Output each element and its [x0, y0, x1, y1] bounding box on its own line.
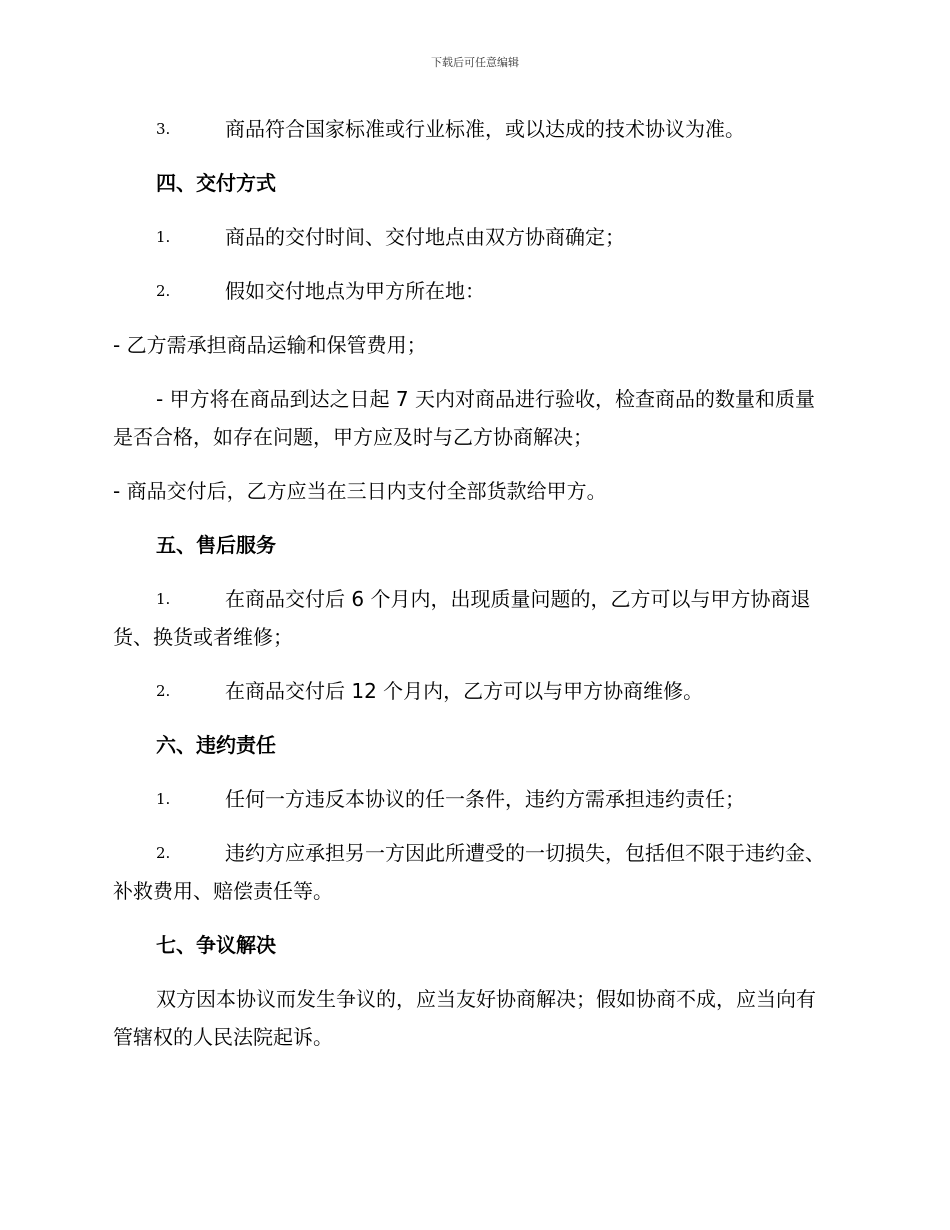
list-item: [113, 218, 833, 256]
list-item: [113, 272, 833, 310]
list-item-text: 假如交付地点为甲方所在地：: [225, 279, 485, 303]
list-item-text: 在商品交付后 6 个月内，出现质量问题的，乙方可以与甲方协商退货、换货或者维修；: [113, 587, 811, 649]
list-item-text: 在商品交付后 12 个月内，乙方可以与甲方协商维修。: [225, 679, 704, 703]
paragraph: 双方因本协议而发生争议的，应当友好协商解决；假如协商不成，应当向有管辖权的人民法院起诉。: [113, 987, 816, 1049]
list-number: 1.: [156, 228, 171, 246]
list-item: [113, 780, 833, 818]
list-number: 1.: [156, 590, 171, 608]
list-item: [113, 110, 833, 148]
list-number: 2.: [156, 282, 171, 300]
dash-item: - 乙方需承担商品运输和保管费用；: [113, 333, 427, 357]
list-number: 2.: [156, 844, 171, 862]
list-item-text: 违约方应承担另一方因此所遭受的一切损失，包括但不限于违约金、补救费用、赔偿责任等。: [113, 841, 825, 903]
list-item-text: 任何一方违反本协议的任一条件，违约方需承担违约责任；: [225, 787, 745, 811]
section-heading-after-sales: 五、售后服务: [156, 533, 276, 557]
list-number: 1.: [156, 790, 171, 808]
list-number: 3.: [156, 120, 171, 138]
list-item-text: 商品的交付时间、交付地点由双方协商确定；: [225, 225, 625, 249]
list-number: 2.: [156, 682, 171, 700]
page-header: 下载后可任意编辑: [431, 56, 519, 69]
dash-item: - 甲方将在商品到达之日起 7 天内对商品进行验收，检查商品的数量和质量是否合格，如存在问题，甲方应及时与乙方协商解决；: [113, 387, 816, 449]
section-heading-dispute: 七、争议解决: [156, 933, 276, 957]
list-item-text: 商品符合国家标准或行业标准，或以达成的技术协议为准。: [225, 117, 745, 141]
section-heading-delivery: 四、交付方式: [156, 171, 276, 195]
section-heading-liability: 六、违约责任: [156, 733, 276, 757]
document-body: [113, 110, 833, 1072]
list-item: [113, 834, 833, 910]
dash-item: - 商品交付后，乙方应当在三日内支付全部货款给甲方。: [113, 479, 607, 503]
list-item: [113, 580, 833, 656]
list-item: [113, 672, 833, 710]
